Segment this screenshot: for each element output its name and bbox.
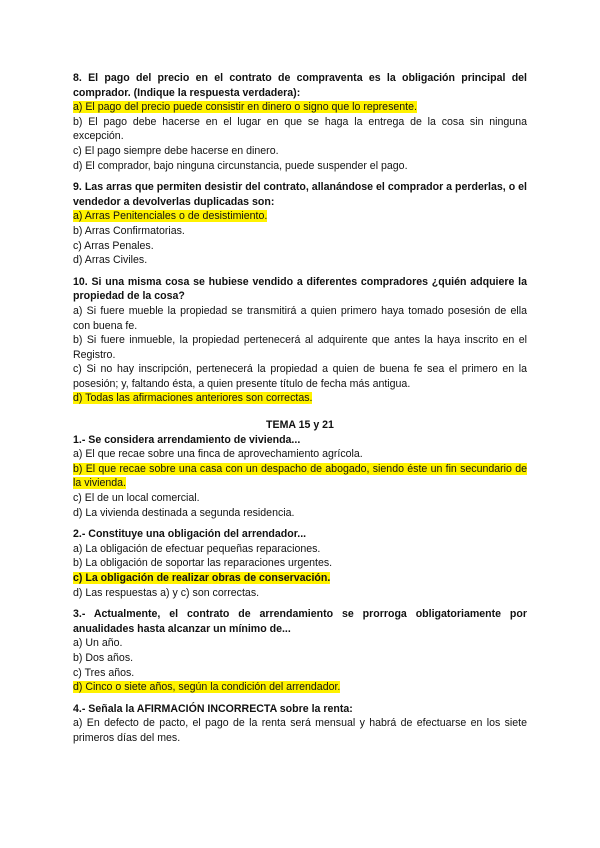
option-a: a) El que recae sobre una finca de aprovechamiento agrícola. xyxy=(73,448,363,461)
question-2 xyxy=(73,527,527,600)
option-d: d) El comprador, bajo ninguna circunstancia, puede suspender el pago. xyxy=(73,159,408,172)
question-title: 2.- Constituye una obligación del arrendador... xyxy=(73,528,307,541)
option-d: d) Arras Civiles. xyxy=(73,254,148,267)
question-9 xyxy=(73,180,527,268)
option-a-answer: a) Arras Penitenciales o de desistimiento. xyxy=(73,210,268,223)
option-b-answer: b) El que recae sobre una casa con un despacho de abogado, siendo éste un fin secundario de la vivienda. xyxy=(73,462,527,490)
option-c: c) Arras Penales. xyxy=(73,239,154,252)
option-a: a) Un año. xyxy=(73,637,123,650)
question-3 xyxy=(73,607,527,695)
question-10 xyxy=(73,275,527,406)
option-b: b) La obligación de soportar las reparaciones urgentes. xyxy=(73,557,333,570)
option-c-answer: c) La obligación de realizar obras de conservación. xyxy=(73,572,331,584)
option-d-answer: d) Todas las afirmaciones anteriores son correctas. xyxy=(73,392,313,405)
question-title: 9. Las arras que permiten desistir del contrato, allanándose el comprador a perderlas, o el vendedor a devolverlas duplicadas son: xyxy=(73,181,527,208)
option-c: c) Si no hay inscripción, pertenecerá la propiedad a quien de buena fe sea el primero en la posesión; y, faltando ésta, a quien presente título de fecha más antigua. xyxy=(73,363,527,390)
option-a-answer: a) El pago del precio puede consistir en dinero o signo que lo represente. xyxy=(73,101,417,114)
option-b: b) El pago debe hacerse en el lugar en que se haga la entrega de la cosa sin ninguna excepción. xyxy=(73,115,527,143)
question-title: 3.- Actualmente, el contrato de arrendamiento se prorroga obligatoriamente por anualidades hasta alcanzar un mínimo de... xyxy=(73,608,527,635)
question-4 xyxy=(73,702,527,746)
question-title: 1.- Se considera arrendamiento de vivienda... xyxy=(73,433,301,446)
section-title: TEMA 15 y 21 xyxy=(266,419,334,432)
option-d: d) Las respuestas a) y c) son correctas. xyxy=(73,586,260,599)
option-a: a) La obligación de efectuar pequeñas reparaciones. xyxy=(73,542,321,555)
question-title: 10. Si una misma cosa se hubiese vendido a diferentes compradores ¿quién adquiere la propiedad de la cosa? xyxy=(73,275,527,303)
option-a: a) En defecto de pacto, el pago de la renta será mensual y habrá de efectuarse en los siete primeros días del mes. xyxy=(73,717,527,744)
option-c: c) El pago siempre debe hacerse en dinero. xyxy=(73,144,279,157)
question-title: 4.- Señala la AFIRMACIÓN INCORRECTA sobre la renta: xyxy=(73,702,353,715)
option-b: b) Dos años. xyxy=(73,651,134,664)
option-b: b) Si fuere inmueble, la propiedad pertenecerá al adquirente que antes la haya inscrito en el Registro. xyxy=(73,334,527,361)
option-c: c) El de un local comercial. xyxy=(73,492,200,505)
question-1 xyxy=(73,433,527,521)
option-a: a) Si fuere mueble la propiedad se transmitirá a quien primero haya tomado posesión de ella con buena fe. xyxy=(73,304,527,332)
question-8 xyxy=(73,71,527,173)
option-d: d) La vivienda destinada a segunda residencia. xyxy=(73,506,295,519)
option-c: c) Tres años. xyxy=(73,666,135,679)
option-b: b) Arras Confirmatorias. xyxy=(73,224,185,237)
option-d-answer: d) Cinco o siete años, según la condición del arrendador. xyxy=(73,681,341,694)
question-title: 8. El pago del precio en el contrato de compraventa es la obligación principal del comprador. (Indique la respuesta verdadera): xyxy=(73,72,527,99)
